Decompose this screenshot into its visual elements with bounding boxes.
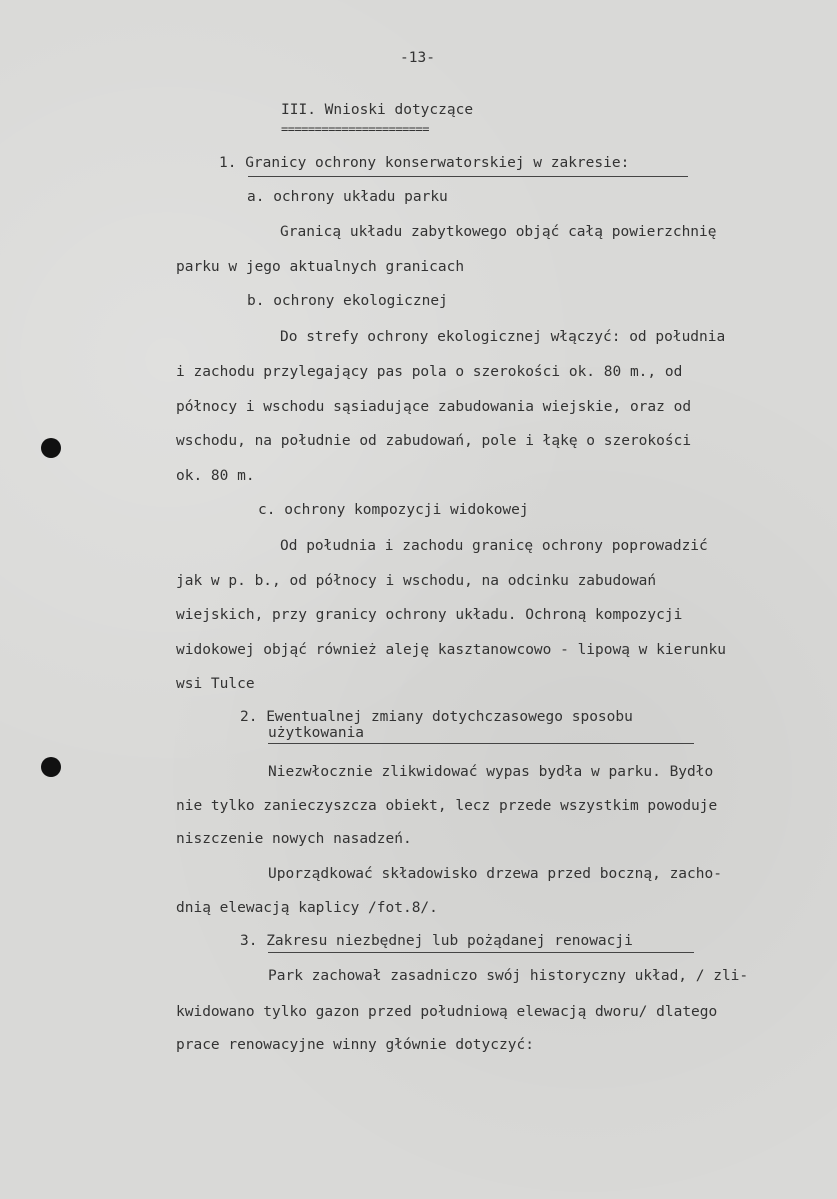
item-1-heading: 1. Granicy ochrony konserwatorskiej w zakresie: <box>219 155 630 171</box>
paragraph-line: Uporządkować składowisko drzewa przed boczną, zacho- <box>268 866 722 882</box>
paragraph-line: prace renowacyjne winny głównie dotyczyć: <box>176 1037 534 1053</box>
paragraph-line: Granicą układu zabytkowego objąć całą powierzchnię <box>280 224 717 240</box>
paragraph-line: Park zachował zasadniczo swój historyczny układ, / zli- <box>268 968 749 984</box>
paragraph-line: Do strefy ochrony ekologicznej włączyć: od południa <box>280 329 726 345</box>
paragraph-line: i zachodu przylegający pas pola o szerokości ok. 80 m., od <box>176 364 683 380</box>
paragraph-line: Niezwłocznie zlikwidować wypas bydła w parku. Bydło <box>268 764 714 780</box>
paragraph-line: wsi Tulce <box>176 676 255 692</box>
paragraph-line: parku w jego aktualnych granicach <box>176 259 465 275</box>
item-3-underline <box>268 952 694 953</box>
paragraph-line: Od południa i zachodu granicę ochrony poprowadzić <box>280 538 708 554</box>
item-2-heading-cont: użytkowania <box>268 725 365 741</box>
paragraph-line: wiejskich, przy granicy ochrony układu. Ochroną kompozycji <box>176 607 683 623</box>
paragraph-line: północy i wschodu sąsiadujące zabudowania wiejskie, oraz od <box>176 399 692 415</box>
paragraph-line: wschodu, na południe od zabudowań, pole i łąkę o szerokości <box>176 433 692 449</box>
item-1-underline <box>248 176 688 177</box>
item-2-heading: 2. Ewentualnej zmiany dotychczasowego sposobu <box>240 709 633 725</box>
paragraph-line: widokowej objąć również aleję kasztanowcowo - lipową w kierunku <box>176 642 726 658</box>
section-title-underline: ====================== <box>281 122 429 136</box>
item-1a-heading: a. ochrony układu parku <box>247 189 448 205</box>
item-1b-heading: b. ochrony ekologicznej <box>247 293 448 309</box>
paragraph-line: jak w p. b., od północy i wschodu, na odcinku zabudowań <box>176 573 657 589</box>
punch-hole <box>41 438 61 458</box>
section-title: III. Wnioski dotyczące <box>281 102 474 118</box>
paragraph-line: ok. 80 m. <box>176 468 255 484</box>
item-2-underline <box>268 743 694 744</box>
paragraph-line: kwidowano tylko gazon przed południową elewacją dworu/ dlatego <box>176 1004 718 1020</box>
item-1c-heading: c. ochrony kompozycji widokowej <box>258 502 529 518</box>
punch-hole <box>41 757 61 777</box>
page-number: -13- <box>400 50 435 66</box>
paragraph-line: niszczenie nowych nasadzeń. <box>176 831 412 847</box>
paragraph-line: nie tylko zanieczyszcza obiekt, lecz przede wszystkim powoduje <box>176 798 718 814</box>
paragraph-line: dnią elewacją kaplicy /fot.8/. <box>176 900 438 916</box>
item-3-heading: 3. Zakresu niezbędnej lub pożądanej renowacji <box>240 933 633 949</box>
